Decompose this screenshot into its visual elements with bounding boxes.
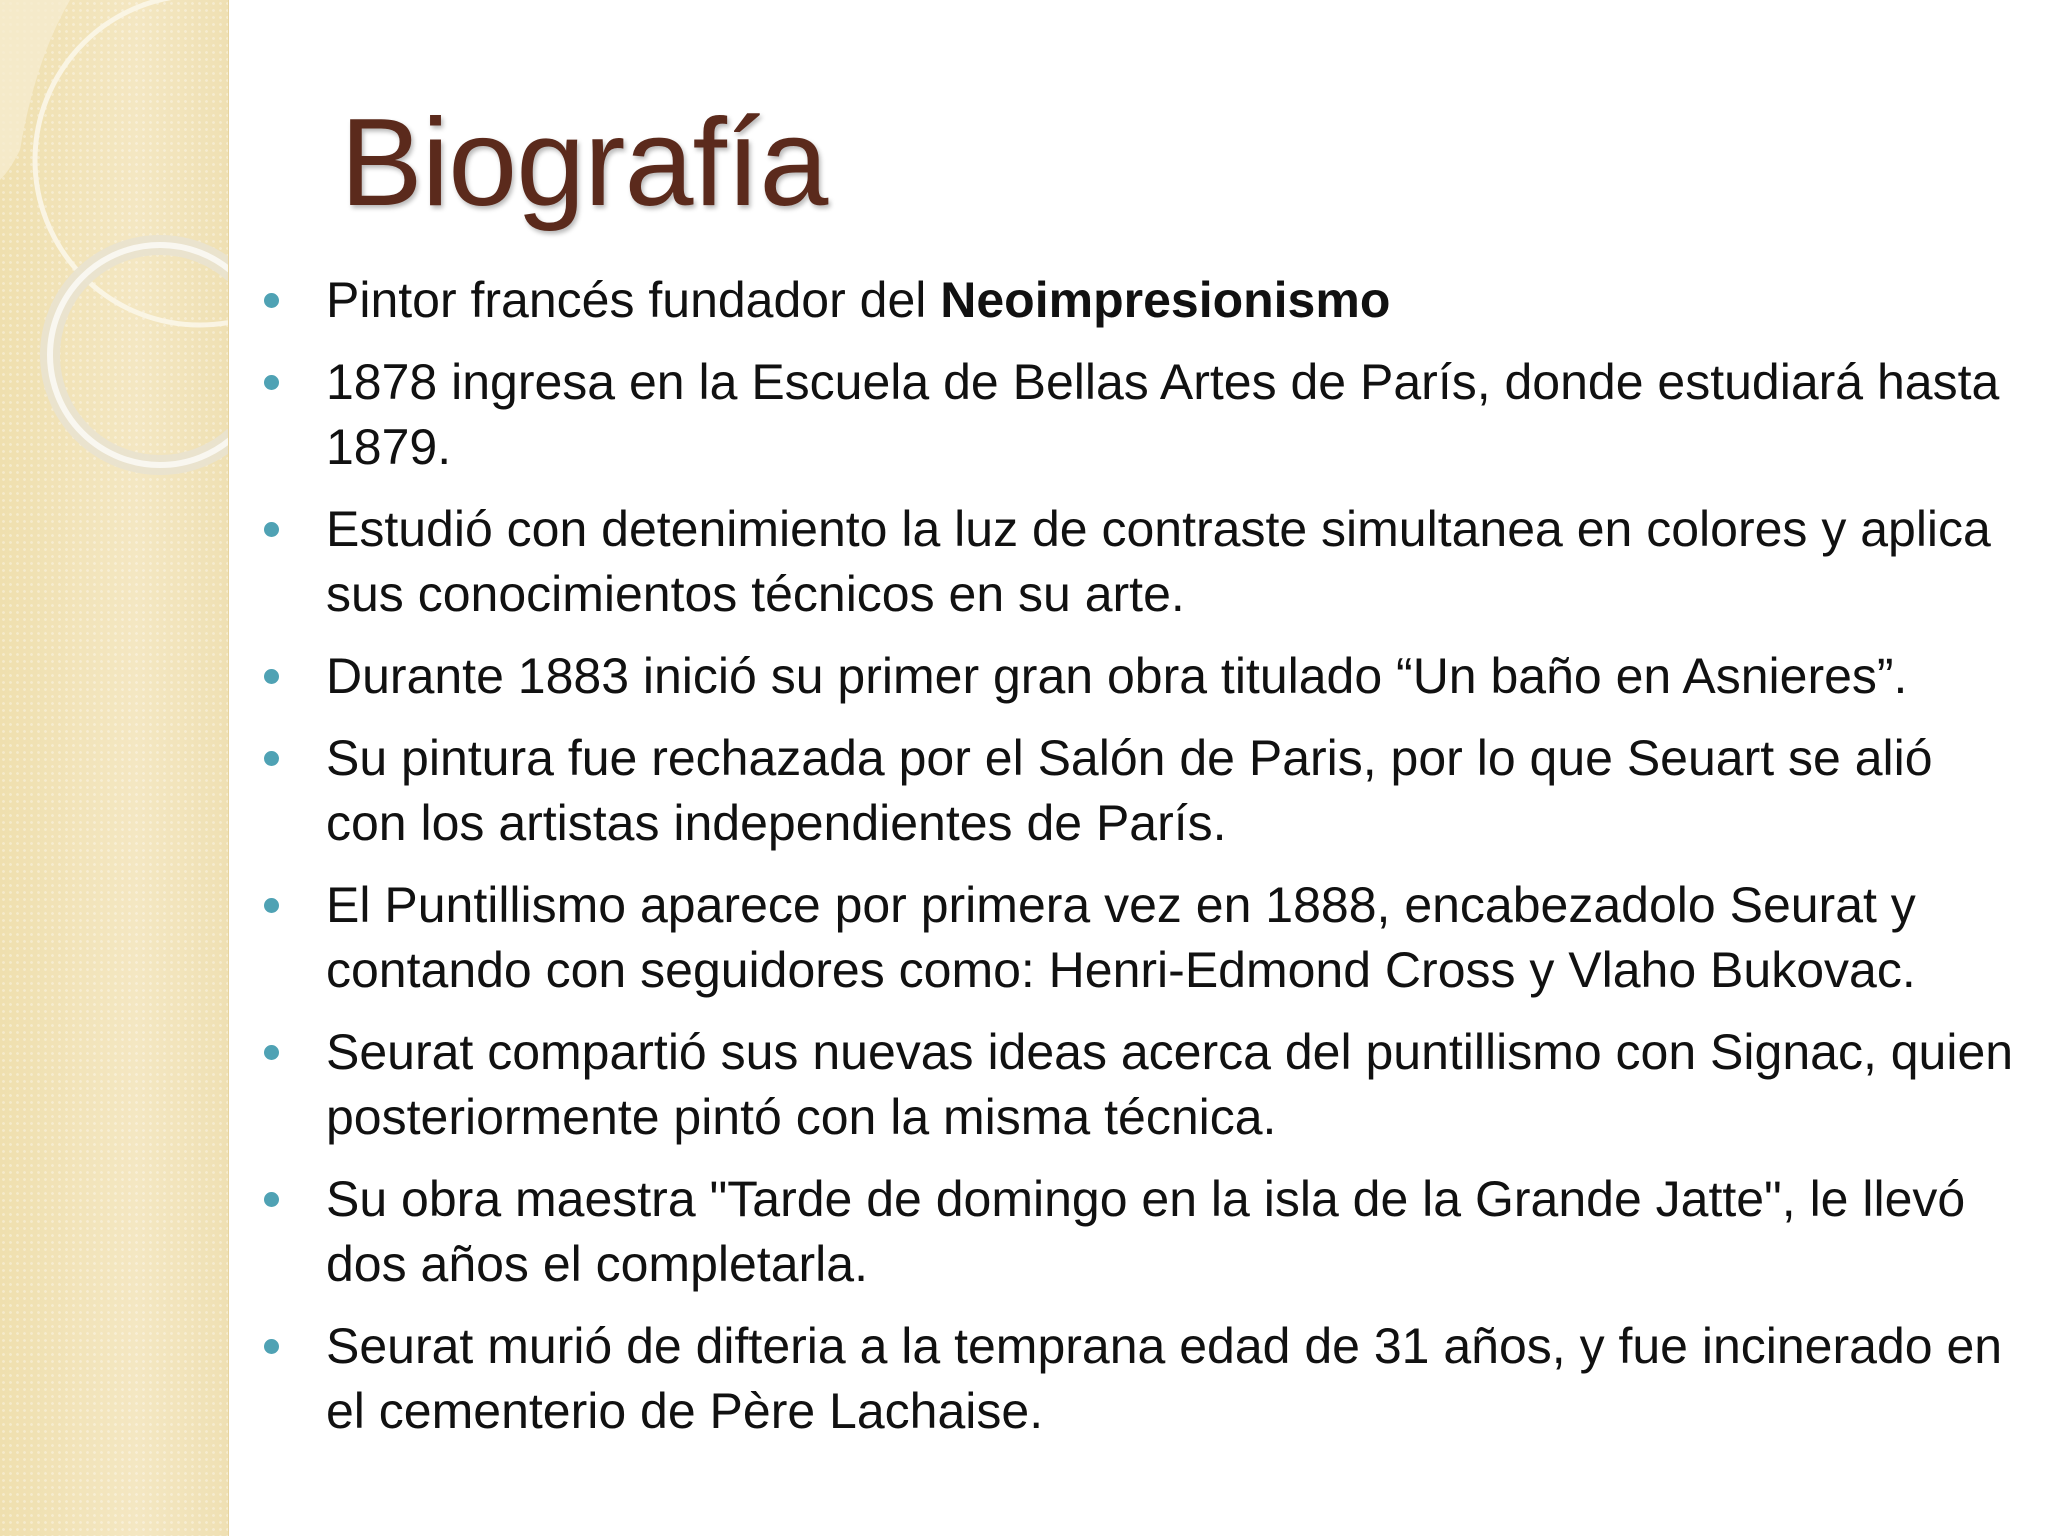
bullet-dot-icon	[264, 751, 279, 766]
bullet-item	[262, 726, 2022, 856]
decorative-rings-graphic	[0, 0, 228, 1536]
bullet-dot-icon	[264, 522, 279, 537]
decorative-side-panel	[0, 0, 229, 1536]
bullet-text: Estudió con detenimiento la luz de contraste simultanea en colores y aplica sus conocimientos técnicos en su arte.	[326, 501, 1991, 622]
bullet-item	[262, 268, 2022, 333]
bullet-dot-icon	[264, 1339, 279, 1354]
bullet-text: Durante 1883 inició su primer gran obra titulado “Un baño en Asnieres”.	[326, 648, 1908, 704]
bullet-item	[262, 873, 2022, 1003]
bullet-item	[262, 644, 2022, 709]
bullet-text: Seurat compartió sus nuevas ideas acerca del puntillismo con Signac, quien posteriormente pintó con la misma técnica.	[326, 1024, 2014, 1145]
bullet-list	[262, 268, 2022, 1461]
bullet-dot-icon	[264, 1192, 279, 1207]
bullet-dot-icon	[264, 375, 279, 390]
bullet-dot-icon	[264, 1045, 279, 1060]
bullet-text: Seurat murió de difteria a la temprana edad de 31 años, y fue incinerado en el cementerio de Père Lachaise.	[326, 1318, 2003, 1439]
bullet-text: 1878 ingresa en la Escuela de Bellas Artes de París, donde estudiará hasta 1879.	[326, 354, 2000, 475]
bullet-text: El Puntillismo aparece por primera vez en 1888, encabezadolo Seurat y contando con seguidores como: Henri-Edmond Cross y Vlaho Bukovac.	[326, 877, 1916, 998]
bullet-dot-icon	[264, 669, 279, 684]
slide-title: Biografía	[340, 94, 828, 232]
bullet-text-bold: Neoimpresionismo	[940, 272, 1391, 328]
bullet-dot-icon	[264, 293, 279, 308]
bullet-text: Pintor francés fundador del	[326, 272, 941, 328]
bullet-dot-icon	[264, 898, 279, 913]
bullet-text: Su obra maestra "Tarde de domingo en la isla de la Grande Jatte", le llevó dos años el completarla.	[326, 1171, 1966, 1292]
bullet-item	[262, 350, 2022, 480]
bullet-item	[262, 1314, 2022, 1444]
bullet-item	[262, 1167, 2022, 1297]
bullet-text: Su pintura fue rechazada por el Salón de Paris, por lo que Seuart se alió con los artistas independientes de París.	[326, 730, 1933, 851]
bullet-item	[262, 1020, 2022, 1150]
bullet-item	[262, 497, 2022, 627]
